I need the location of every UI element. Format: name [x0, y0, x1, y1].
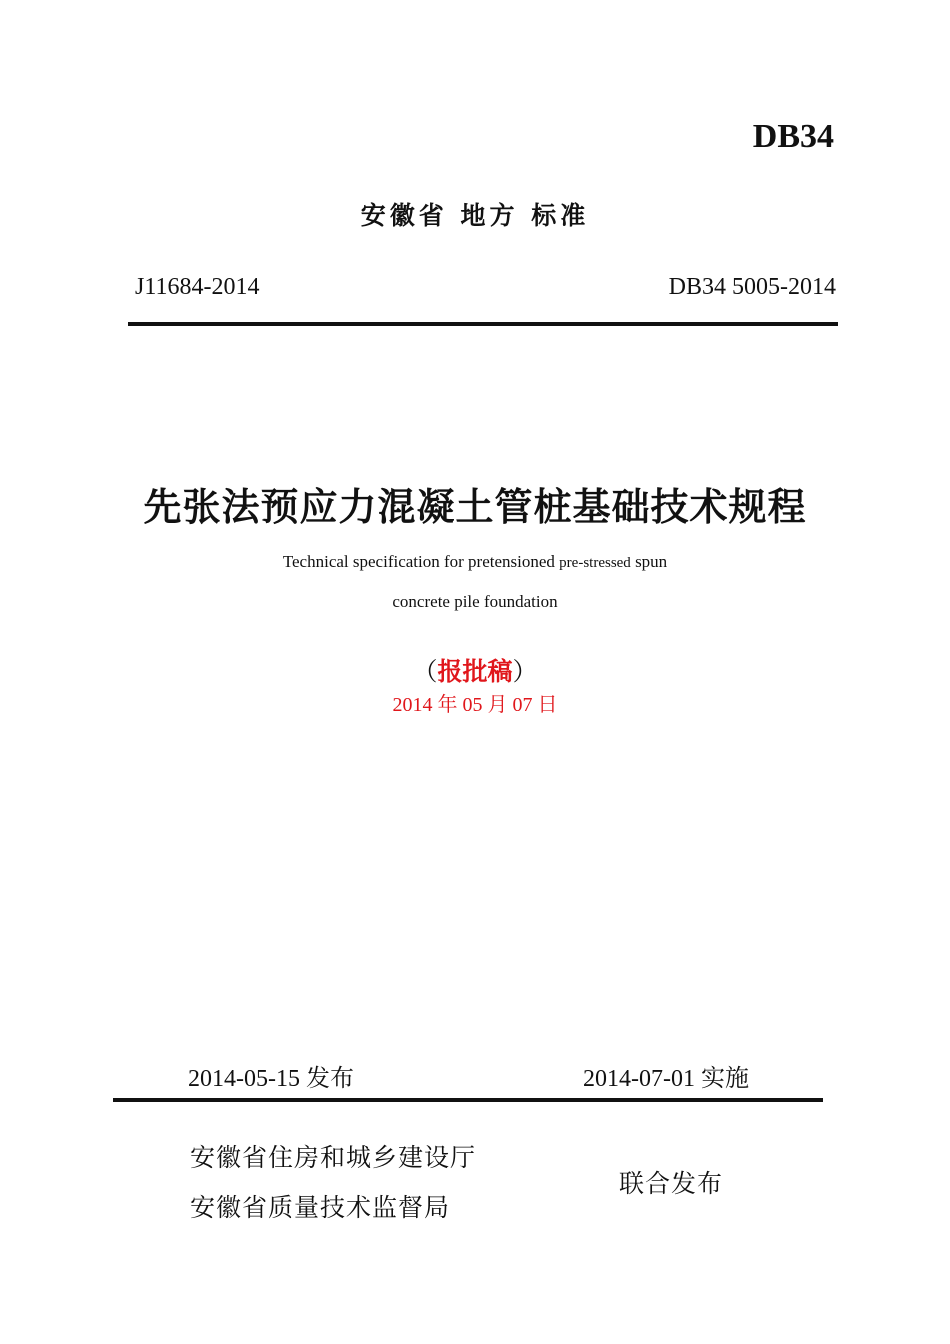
joint-release-label: 联合发布 — [619, 1169, 724, 1198]
document-title-en-line1 — [0, 552, 950, 572]
draft-paren-close: ） — [512, 657, 538, 686]
document-title-cn: 先张法预应力混凝土管桩基础技术规程 — [143, 485, 807, 529]
draft-paren-open: （ — [412, 657, 438, 686]
title-en-part-b: pre-stressed — [559, 555, 631, 571]
issuer-quality-bureau: 安徽省质量技术监督局 — [190, 1193, 451, 1222]
draft-status — [0, 652, 950, 688]
record-number: J11684-2014 — [135, 274, 260, 300]
bottom-divider — [113, 1098, 823, 1102]
document-title-en-line2: concrete pile foundation — [392, 592, 558, 611]
standard-type: 安徽省 地方 标准 — [360, 201, 590, 230]
standard-code: DB34 — [752, 118, 834, 155]
title-en-part-a: Technical specification for pretensioned — [282, 552, 560, 571]
implementation-date: 2014-07-01 实施 — [583, 1066, 749, 1092]
standard-number: DB34 5005-2014 — [668, 274, 836, 300]
draft-date: 2014 年 05 月 07 日 — [392, 694, 558, 716]
issue-date: 2014-05-15 发布 — [188, 1066, 354, 1092]
top-divider — [128, 322, 838, 326]
title-en-part-c: spun — [630, 552, 668, 571]
draft-label: 报批稿 — [437, 657, 513, 686]
issuer-housing-dept: 安徽省住房和城乡建设厅 — [190, 1143, 477, 1172]
